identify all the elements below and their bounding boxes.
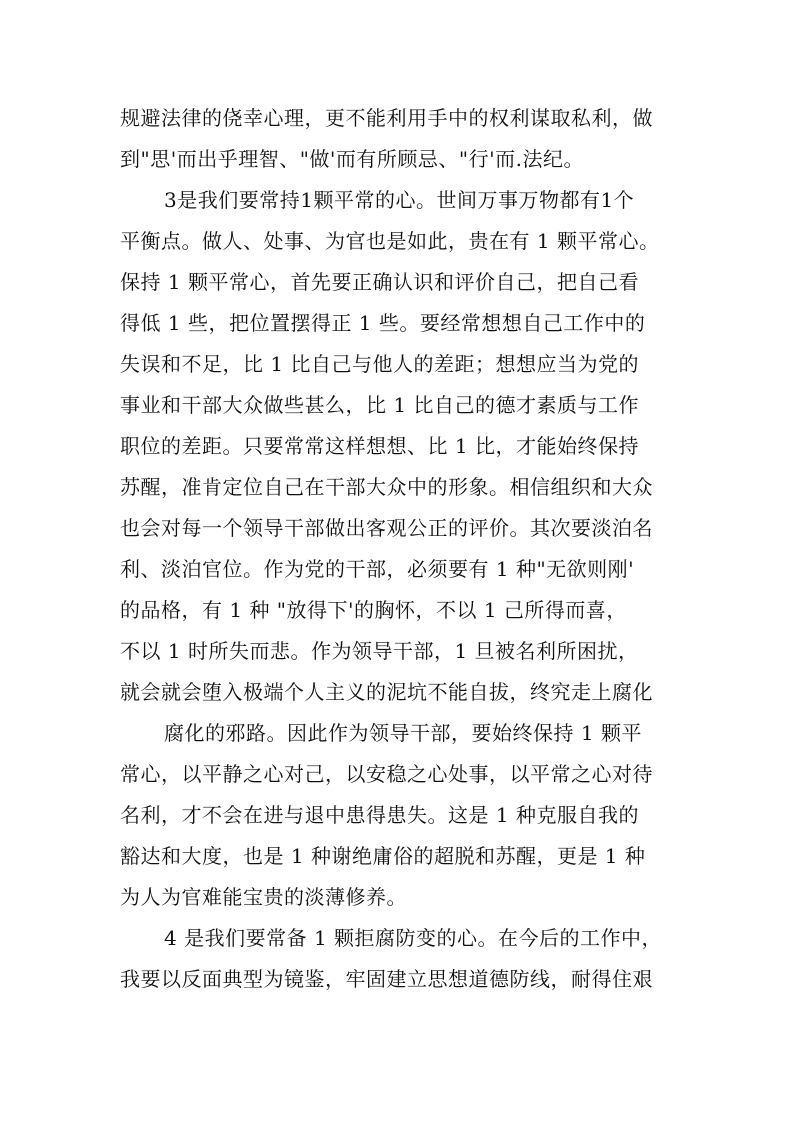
text-line-21: 4 是我们要常备 1 颗拒腐防变的心。在今后的工作中， xyxy=(164,926,663,950)
text-line-8: 事业和干部大众做些甚么，比 1 比自己的德才素质与工作 xyxy=(120,393,639,417)
text-line-19: 豁达和大度，也是 1 种谢绝庸俗的超脱和苏醒，更是 1 种 xyxy=(120,844,646,868)
text-line-11: 也会对每一个领导干部做出客观公正的评价。其次要淡泊名 xyxy=(120,516,653,540)
text-line-6: 得低 1 些，把位置摆得正 1 些。要经常想想自己工作中的 xyxy=(120,311,646,335)
text-line-5: 保持 1 颗平常心，首先要正确认识和评价自己，把自己看 xyxy=(120,270,639,294)
text-line-18: 名利，才不会在进与退中患得患失。这是 1 种克服自我的 xyxy=(120,803,639,827)
text-line-2: 到"思'而出乎理智、"做'而有所顾忌、"行'而.法纪。 xyxy=(120,147,584,171)
text-line-17: 常心，以平静之心对己，以安稳之心处事，以平常之心对待 xyxy=(120,762,653,786)
text-line-3: 3是我们要常持1颗平常的心。世间万事万物都有1个 xyxy=(164,188,635,212)
text-line-10: 苏醒，准肯定位自己在干部大众中的形象。相信组织和大众 xyxy=(120,475,653,499)
text-line-7: 失误和不足，比 1 比自己与他人的差距；想想应当为党的 xyxy=(120,352,639,376)
text-line-12: 利、淡泊官位。作为党的干部，必须要有 1 种"无欲则刚' xyxy=(120,557,635,581)
text-line-14: 不以 1 时所失而悲。作为领导干部，1 旦被名利所困扰， xyxy=(120,639,639,663)
text-line-15: 就会就会堕入极端个人主义的泥坑不能自拔，终究走上腐化 xyxy=(120,680,653,704)
text-line-1: 规避法律的侥幸心理，更不能利用手中的权利谋取私利，做 xyxy=(120,106,653,130)
text-line-13: 的品格，有 1 种 "放得下'的胸怀，不以 1 己所得而喜， xyxy=(120,598,627,622)
text-line-4: 平衡点。做人、处事、为官也是如此，贵在有 1 颗平常心。 xyxy=(120,229,660,253)
text-line-16: 腐化的邪路。因此作为领导干部，要始终保持 1 颗平 xyxy=(164,721,642,745)
text-line-20: 为人为官难能宝贵的淡薄修养。 xyxy=(120,885,407,909)
text-line-9: 职位的差距。只要常常这样想想、比 1 比，才能始终保持 xyxy=(120,434,639,458)
text-line-22: 我要以反面典型为镜鉴，牢固建立思想道德防线，耐得住艰 xyxy=(120,967,653,991)
